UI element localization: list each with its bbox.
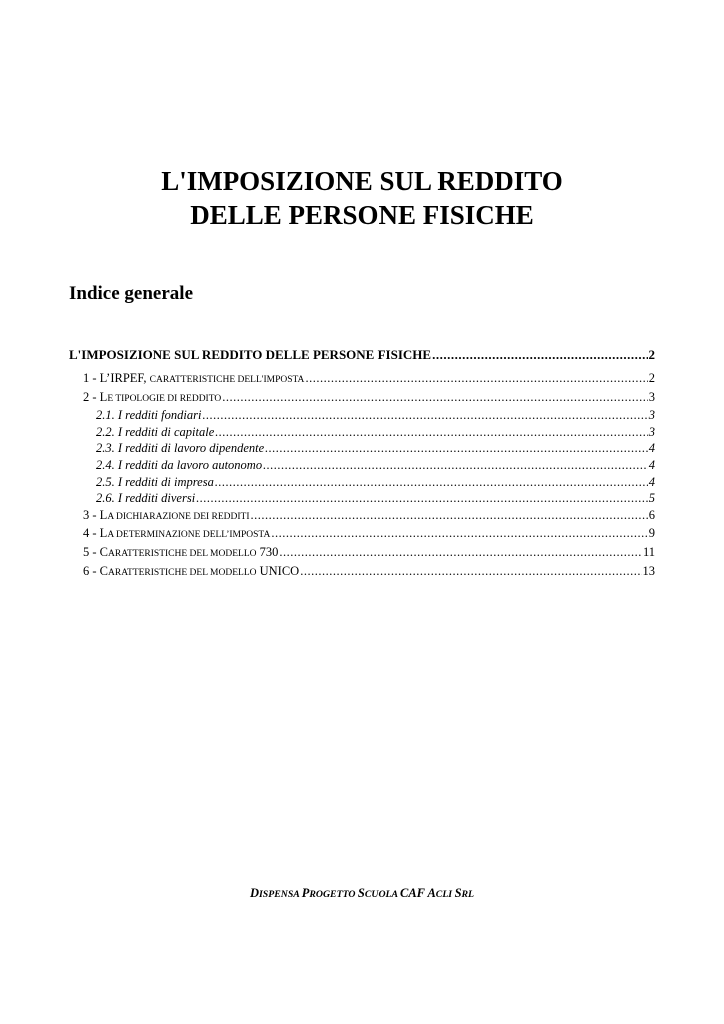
toc-page-number: 3: [648, 408, 655, 423]
page-footer: DISPENSA PROGETTO SCUOLA CAF ACLI SRL: [249, 886, 475, 900]
toc-page-number: 9: [648, 526, 655, 541]
toc-entry-label: 6 - CARATTERISTICHE DEL MODELLO UNICO: [83, 563, 300, 578]
toc-leader-dots: [215, 474, 648, 491]
toc-page-number: 4: [648, 457, 655, 472]
title-line-2: DELLE PERSONE FISICHE: [190, 200, 534, 230]
toc-entry-2-6[interactable]: [69, 490, 655, 507]
toc-page-number: 4: [648, 474, 655, 489]
toc-entry-2-5[interactable]: [69, 474, 655, 491]
toc-entry-main[interactable]: [69, 344, 655, 366]
toc-entry-label: 2.5. I redditi di impresa: [96, 474, 214, 489]
toc-page-number: 2: [648, 347, 655, 362]
toc-entry-label: 5 - CARATTERISTICHE DEL MODELLO 730: [83, 544, 279, 559]
toc-entry-2-4[interactable]: [69, 457, 655, 474]
toc-leader-dots: [251, 507, 648, 524]
toc-entry-label: 1 - L’IRPEF, CARATTERISTICHE DELL'IMPOSTA: [83, 371, 305, 385]
toc-entry-3[interactable]: [69, 507, 655, 526]
toc-entry-2-2[interactable]: [69, 424, 655, 441]
toc-leader-dots: [265, 440, 648, 457]
table-of-contents: [69, 344, 655, 581]
toc-entry-label: 3 - LA DICHIARAZIONE DEI REDDITI: [83, 507, 250, 522]
toc-page-number: 6: [648, 507, 655, 522]
toc-leader-dots: [215, 424, 647, 441]
toc-entry-label: 2 - LE TIPOLOGIE DI REDDITO: [83, 389, 222, 404]
toc-entry-1[interactable]: [69, 370, 655, 389]
toc-leader-dots: [279, 544, 642, 561]
toc-entry-2[interactable]: [69, 389, 655, 408]
toc-entry-label: 2.4. I redditi da lavoro autonomo: [96, 457, 263, 472]
toc-leader-dots: [202, 407, 647, 424]
toc-entry-label: 2.3. I redditi di lavoro dipendente: [96, 441, 265, 456]
toc-leader-dots: [263, 457, 648, 474]
toc-page-number: 13: [642, 563, 655, 578]
toc-leader-dots: [432, 344, 647, 366]
toc-leader-dots: [222, 389, 648, 406]
toc-page-number: 5: [648, 491, 655, 506]
toc-page-number: 2: [648, 371, 655, 385]
toc-page-number: 11: [642, 544, 655, 559]
toc-leader-dots: [305, 370, 647, 387]
toc-leader-dots: [196, 490, 648, 507]
document-title: [0, 164, 724, 232]
toc-entry-2-3[interactable]: [69, 440, 655, 457]
toc-page-number: 4: [648, 441, 655, 456]
toc-entry-2-1[interactable]: [69, 407, 655, 424]
toc-leader-dots: [300, 563, 641, 580]
toc-entry-label: 2.6. I redditi diversi: [96, 491, 196, 506]
toc-entry-label: 2.1. I redditi fondiari: [96, 408, 202, 423]
toc-entry-label: 4 - LA DETERMINAZIONE DELL’IMPOSTA: [83, 526, 271, 541]
toc-entry-5[interactable]: [69, 544, 655, 563]
toc-leader-dots: [271, 525, 647, 542]
toc-entry-label: L'IMPOSIZIONE SUL REDDITO DELLE PERSONE FISICHE: [69, 347, 432, 362]
toc-entry-6[interactable]: [69, 563, 655, 582]
toc-page-number: 3: [648, 389, 655, 404]
title-line-1: L'IMPOSIZIONE SUL REDDITO: [161, 166, 563, 196]
toc-entry-label: 2.2. I redditi di capitale: [96, 424, 215, 439]
index-heading: Indice generale: [69, 283, 194, 304]
toc-entry-4[interactable]: [69, 525, 655, 544]
toc-page-number: 3: [648, 424, 655, 439]
